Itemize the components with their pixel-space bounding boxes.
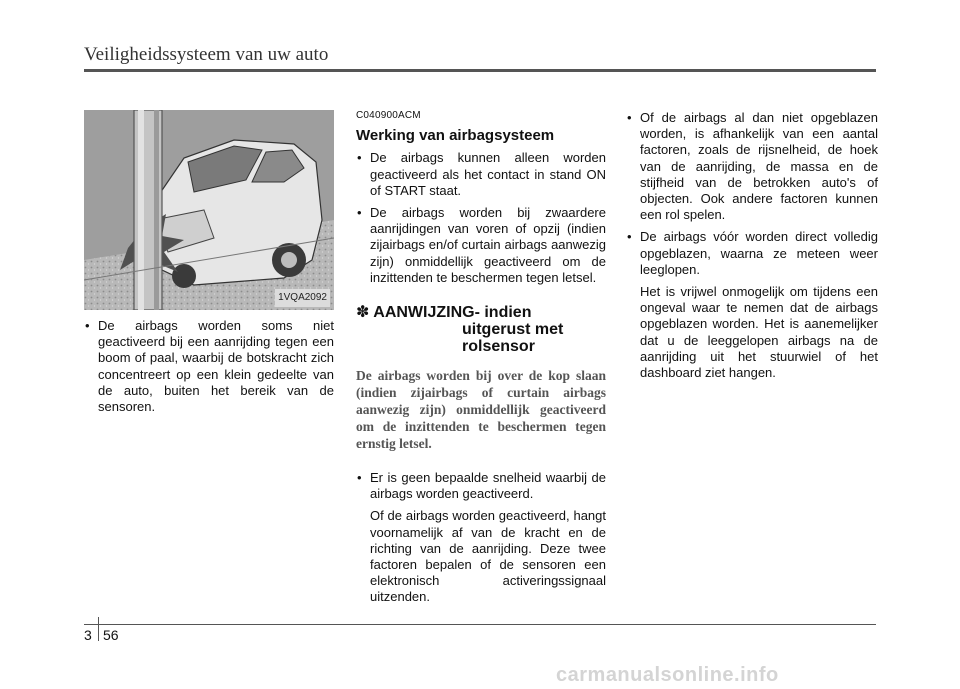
note-heading-line-1: ✽ AANWIJZING- indien: [356, 304, 532, 322]
column-3: [626, 110, 878, 387]
note-heading-line-2: uitgerust met: [462, 321, 564, 339]
list-item-text: De airbags vóór worden direct volledig opgeblazen, waarna ze meteen weer leeglopen.: [640, 229, 878, 277]
list-item-text: Er is geen bepaalde snelheid waarbij de airbags worden geactiveerd.: [370, 470, 606, 502]
list-item: • De airbags kunnen alleen worden geactiveerd als het contact in stand ON of START staat.: [356, 150, 606, 199]
note-body: De airbags worden bij over de kop slaan (indien zijairbags of curtain airbags aanwezig zijn) onmiddellijk geactiveerd om de inzittenden te beschermen tegen ernstig letsel.: [356, 368, 606, 452]
list-item: [626, 229, 878, 381]
column-1: [84, 110, 334, 421]
list-item-continuation: Het is vrijwel onmogelijk om tijdens een ongeval waar te nemen dat de airbags opgeblazen worden. Het is aanemelijker dat u de leeggelopen airbags na de aanrijding uit het stuurwiel of het dashboard ziet hangen.: [640, 284, 878, 381]
footer-rule: [84, 624, 876, 625]
list-item: [356, 470, 606, 606]
column-2: [356, 108, 606, 612]
column-2-bullets-lower: [356, 470, 606, 606]
note-heading: [356, 304, 606, 355]
car-pole-illustration: [84, 110, 334, 310]
page-number-separator: [98, 617, 99, 641]
chapter-number: 3: [84, 627, 92, 643]
section-heading: Werking van airbagsysteem: [356, 127, 555, 145]
section-code: C040900ACM: [356, 110, 421, 121]
list-item: • De airbags worden bij zwaardere aanrijdingen van voren of opzij (indien zijairbags en/of curtain airbags aanwezig zijn) onmiddellijk geactiveerd om de inzittenden te beschermen tegen letsel.: [356, 205, 606, 286]
column-1-bullets: [84, 318, 334, 415]
page-header-title: Veiligheidssysteem van uw auto: [84, 44, 329, 65]
illustration-code: 1VQA2092: [275, 289, 330, 307]
header-rule: [84, 69, 876, 72]
watermark: carmanualsonline.info: [556, 664, 779, 686]
page-number: 56: [103, 627, 119, 643]
note-heading-line-3: rolsensor: [462, 338, 535, 356]
list-item-continuation: Of de airbags worden geactiveerd, hangt voornamelijk af van de kracht en de richting van de aanrijding. Deze twee factoren bepalen of de sensoren een elektronisch activeringssignaal uitzenden.: [370, 508, 606, 605]
car-pole-drawing: [84, 110, 334, 310]
column-3-bullets: [626, 110, 878, 381]
list-item: • Of de airbags al dan niet opgeblazen worden, is afhankelijk van een aantal factoren, zoals de rijsnelheid, de hoek van de aanrijding, de massa en de stijfheid van de betrokken auto's of objecten. Ook andere factoren kunnen een rol spelen.: [626, 110, 878, 223]
column-2-bullets: [356, 150, 606, 286]
list-item: • De airbags worden soms niet geactiveerd bij een aanrijding tegen een boom of paal, waarbij de botskracht zich concentreert op een klein gedeelte van de auto, buiten het bereik van de sensoren.: [84, 318, 334, 415]
